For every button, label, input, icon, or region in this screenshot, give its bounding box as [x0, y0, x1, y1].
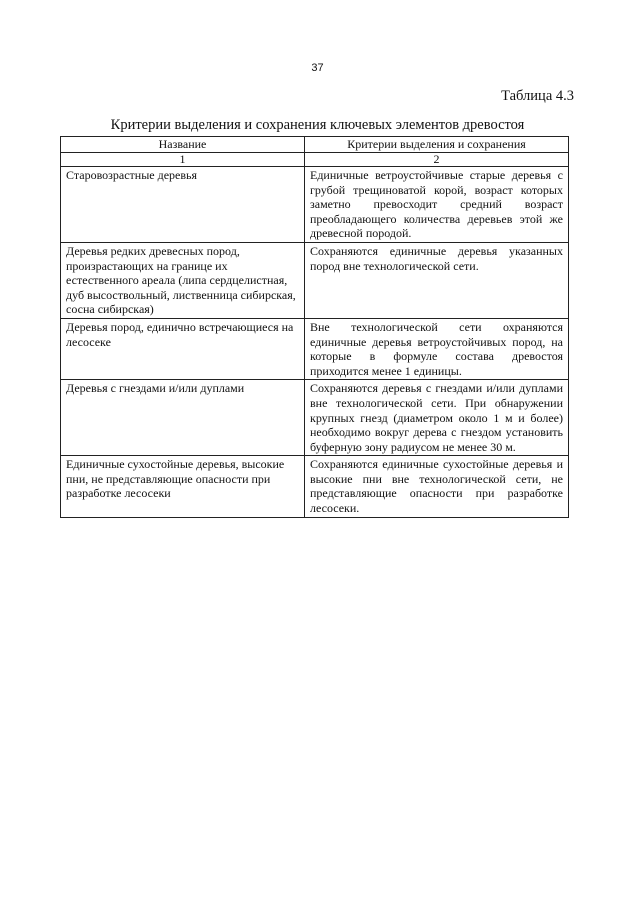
- row-name: Деревья редких древесных пород, произрастающих на границе их естественного ареала (липа сердцелистная, дуб высоствольный, лиственница сибирская, сосна сибирская): [61, 242, 305, 318]
- row-criteria: Вне технологической сети охраняются единичные деревья ветроустойчивых пород, на которые в формуле состава древостоя приходится менее 1 единицы.: [305, 318, 569, 379]
- row-name: Деревья с гнездами и/или дуплами: [61, 380, 305, 456]
- table-row: [61, 456, 569, 517]
- header-criteria: Критерии выделения и сохранения: [305, 137, 569, 153]
- table-label: Таблица 4.3: [501, 88, 574, 104]
- table-title: Критерии выделения и сохранения ключевых элементов древостоя: [110, 117, 525, 133]
- row-criteria: Сохраняются единичные сухостойные деревья и высокие пни вне технологической сети, не представляющие опасности при разработке лесосеки.: [305, 456, 569, 517]
- row-name: Старовозрастные деревья: [61, 167, 305, 243]
- row-name: Единичные сухостойные деревья, высокие пни, не представляющие опасности при разработке лесосеки: [61, 456, 305, 517]
- table-row: [61, 167, 569, 243]
- row-name: Деревья пород, единично встречающиеся на лесосеке: [61, 318, 305, 379]
- page-number: 37: [311, 62, 324, 74]
- table-row: [61, 242, 569, 318]
- header-name: Название: [61, 137, 305, 153]
- column-number-2: 2: [305, 153, 569, 167]
- table-row: [61, 318, 569, 379]
- row-criteria: Сохраняются единичные деревья указанных пород вне технологической сети.: [305, 242, 569, 318]
- row-criteria: Единичные ветроустойчивые старые деревья с грубой трещиноватой корой, возраст которых заметно превосходит средний возраст преобладающего количества деревьев этой же древесной породой.: [305, 167, 569, 243]
- header-row: [61, 137, 569, 153]
- table-row: [61, 380, 569, 456]
- criteria-table: [60, 136, 569, 518]
- row-criteria: Сохраняются деревья с гнездами и/или дуплами вне технологической сети. При обнаружении крупных гнезд (диаметром около 1 м и более) необходимо вокруг дерева с гнездом установить буферную зону радиусом не менее 30 м.: [305, 380, 569, 456]
- column-number-1: 1: [61, 153, 305, 167]
- column-number-row: [61, 153, 569, 167]
